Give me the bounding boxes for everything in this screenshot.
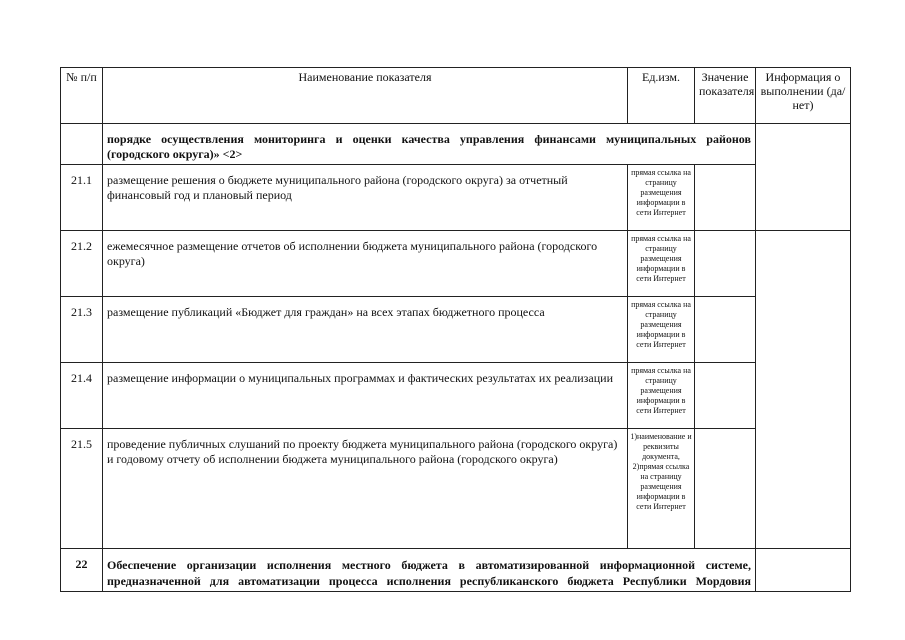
section-number-cell — [61, 124, 103, 165]
row-name: размещение решения о бюджете муниципального района (городского округа) за отчетный финансовый год и плановый период — [103, 165, 628, 231]
row-22-line-2: предназначенной для автоматизации процесса исполнения республиканского бюджета Республики Мордовия — [107, 574, 751, 588]
table-row-22 — [61, 549, 851, 592]
header-unit: Ед.изм. — [628, 68, 695, 124]
document-page — [60, 67, 850, 592]
row-value — [695, 165, 756, 231]
row-22-title — [103, 549, 756, 592]
row-unit: прямая ссылка на страницу размещения информации в сети Интернет — [628, 297, 695, 363]
row-unit: прямая ссылка на страницу размещения информации в сети Интернет — [628, 363, 695, 429]
section-row — [61, 124, 851, 165]
row-number: 21.3 — [61, 297, 103, 363]
row-value — [695, 429, 756, 549]
row-22-info-cell — [756, 549, 851, 592]
indicators-table — [60, 67, 851, 592]
row-name: проведение публичных слушаний по проекту бюджета муниципального района (городского округа) и годовому отчету об исполнении бюджета муниципального района (городского округа) — [103, 429, 628, 549]
header-number: № п/п — [61, 68, 103, 124]
table-row — [61, 231, 851, 297]
row-value — [695, 297, 756, 363]
row-name: ежемесячное размещение отчетов об исполнении бюджета муниципального района (городского округа) — [103, 231, 628, 297]
row-unit: прямая ссылка на страницу размещения информации в сети Интернет — [628, 165, 695, 231]
header-info: Информация о выполнении (да/ нет) — [756, 68, 851, 124]
row-number: 21.1 — [61, 165, 103, 231]
row-number: 21.2 — [61, 231, 103, 297]
row-number: 22 — [61, 549, 103, 592]
row-unit: 1)наименование и реквизиты документа, 2)прямая ссылка на страницу размещения информации в сети Интернет — [628, 429, 695, 549]
header-name: Наименование показателя — [103, 68, 628, 124]
section-info-cell — [756, 124, 851, 231]
row-22-line-1: Обеспечение организации исполнения местного бюджета в автоматизированной информационной системе, — [107, 558, 751, 572]
row-value — [695, 363, 756, 429]
table-row — [61, 363, 851, 429]
row-value — [695, 231, 756, 297]
row-name: размещение публикаций «Бюджет для граждан» на всех этапах бюджетного процесса — [103, 297, 628, 363]
table-row — [61, 165, 851, 231]
rows-info-cell — [756, 231, 851, 549]
section-title: порядке осуществления мониторинга и оценки качества управления финансами муниципальных районов (городского округа)» <2> — [103, 124, 756, 165]
row-unit: прямая ссылка на страницу размещения информации в сети Интернет — [628, 231, 695, 297]
row-name: размещение информации о муниципальных программах и фактических результатах их реализации — [103, 363, 628, 429]
table-row — [61, 297, 851, 363]
table-header-row — [61, 68, 851, 124]
table-row — [61, 429, 851, 549]
header-value: Значение показателя — [695, 68, 756, 124]
row-number: 21.4 — [61, 363, 103, 429]
row-number: 21.5 — [61, 429, 103, 549]
